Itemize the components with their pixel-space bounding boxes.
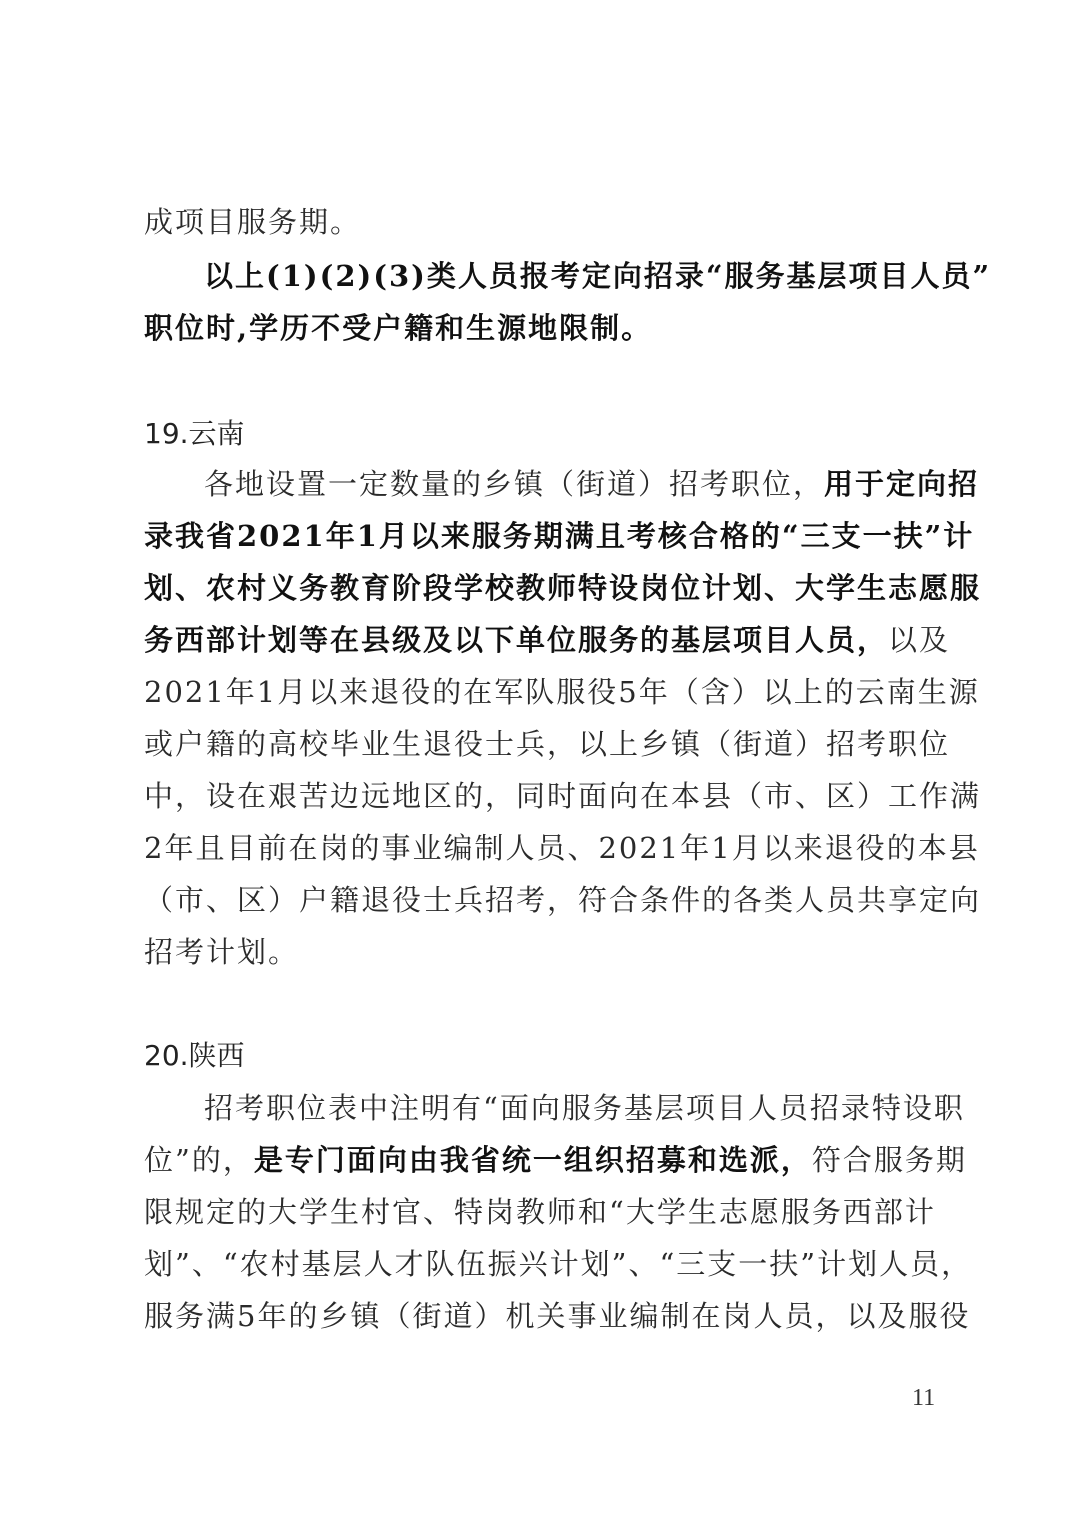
text-line-bold: 录我省2021年1月以来服务期满且考核合格的“三支一扶”计 [144, 519, 975, 553]
text-line-bold: 职位时,学历不受户籍和生源地限制。 [144, 311, 653, 345]
text-span-bold: 是专门面向由我省统一组织招募和选派， [253, 1143, 812, 1177]
text-span: 位”的， [144, 1143, 254, 1177]
text-line [144, 614, 951, 666]
text-span: 以及 [888, 623, 951, 657]
text-span: 各地设置一定数量的乡镇（街道）招考职位， [204, 467, 825, 501]
text-line: 2年且目前在岗的事业编制人员、2021年1月以来退役的本县 [144, 831, 980, 865]
text-line: 成项目服务期。 [144, 205, 362, 239]
text-line-bold: 以上(1)(2)(3)类人员报考定向招录“服务基层项目人员” [204, 259, 992, 293]
text-line: 服务满5年的乡镇（街道）机关事业编制在岗人员，以及服役 [144, 1299, 971, 1333]
section-heading-shaanxi: 20.陕西 [144, 1039, 245, 1072]
page-number: 11 [912, 1385, 936, 1411]
text-line [204, 458, 980, 510]
text-span-bold: 用于定向招 [824, 467, 980, 501]
text-span: 符合服务期 [811, 1143, 967, 1177]
section-heading-yunnan: 19.云南 [144, 417, 245, 450]
text-line: （市、区）户籍退役士兵招考，符合条件的各类人员共享定向 [144, 883, 982, 917]
text-line: 中，设在艰苦边远地区的，同时面向在本县（市、区）工作满 [144, 779, 982, 813]
text-line: 或户籍的高校毕业生退役士兵，以上乡镇（街道）招考职位 [144, 727, 951, 761]
text-span-bold: 务西部计划等在县级及以下单位服务的基层项目人员， [144, 623, 889, 657]
text-line: 招考计划。 [144, 935, 300, 969]
text-line-bold: 划、农村义务教育阶段学校教师特设岗位计划、大学生志愿服 [144, 571, 982, 605]
text-line: 划”、“农村基层人才队伍振兴计划”、“三支一扶”计划人员， [144, 1247, 973, 1281]
text-line: 2021年1月以来退役的在军队服役5年（含）以上的云南生源 [144, 675, 980, 709]
text-line: 招考职位表中注明有“面向服务基层项目人员招录特设职 [204, 1091, 965, 1125]
text-line: 限规定的大学生村官、特岗教师和“大学生志愿服务西部计 [144, 1195, 936, 1229]
text-line [144, 1134, 967, 1186]
